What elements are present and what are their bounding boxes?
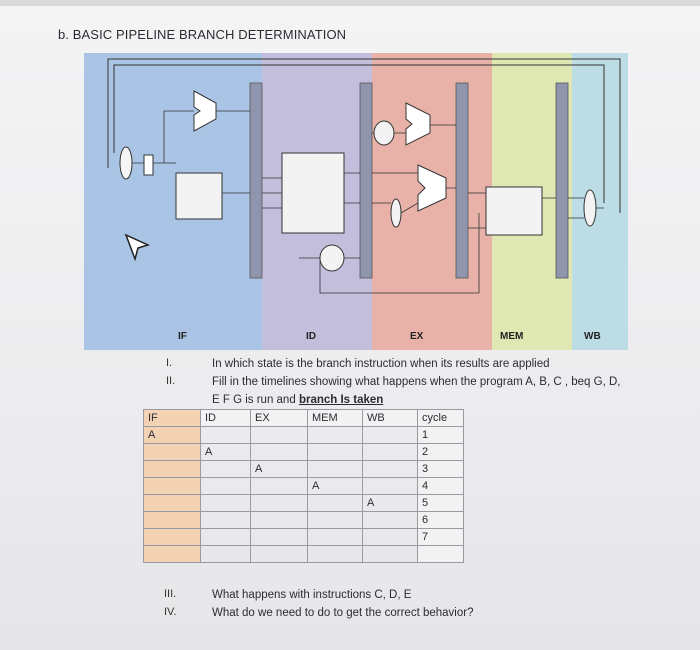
table-cell: 6	[418, 512, 464, 529]
stage-label-ex: EX	[410, 331, 424, 342]
branch-taken-emphasis: branch Is taken	[298, 394, 384, 406]
table-cell[interactable]	[144, 546, 201, 563]
table-row	[144, 546, 464, 563]
question-text-1: In which state is the branch instruction when its results are applied	[212, 358, 550, 370]
sign-extend-unit	[320, 245, 344, 271]
header-id: ID	[201, 410, 251, 427]
question-number-3: III.	[164, 588, 177, 600]
stage-label-if: IF	[178, 331, 187, 342]
header-wb: WB	[363, 410, 418, 427]
table-row	[144, 427, 464, 444]
table-cell[interactable]	[201, 512, 251, 529]
pc-mux	[120, 147, 132, 179]
id-ex-register	[360, 83, 372, 278]
pipeline-timeline-table	[143, 409, 464, 563]
table-cell[interactable]	[201, 478, 251, 495]
table-cell: 7	[418, 529, 464, 546]
branch-adder	[406, 103, 430, 145]
data-memory	[486, 187, 542, 235]
table-cell[interactable]	[201, 461, 251, 478]
question-2-line-2: E F G is run and	[212, 394, 299, 406]
table-cell[interactable]	[363, 444, 418, 461]
table-cell[interactable]: A	[201, 444, 251, 461]
alu	[418, 165, 446, 211]
instruction-memory	[176, 173, 222, 219]
table-cell[interactable]	[363, 427, 418, 444]
table-cell[interactable]	[251, 427, 308, 444]
table-cell[interactable]	[201, 427, 251, 444]
table-header-row	[144, 410, 464, 427]
question-number-2: II.	[166, 375, 176, 387]
table-cell[interactable]	[251, 478, 308, 495]
table-cell	[418, 546, 464, 563]
table-cell[interactable]	[308, 461, 363, 478]
table-cell[interactable]	[308, 444, 363, 461]
table-cell[interactable]	[308, 495, 363, 512]
page-edge	[0, 0, 700, 6]
question-text-2	[212, 373, 682, 409]
table-cell[interactable]: A	[144, 427, 201, 444]
table-cell[interactable]	[144, 512, 201, 529]
question-number-4: IV.	[164, 606, 177, 618]
table-cell[interactable]	[363, 546, 418, 563]
stage-label-id: ID	[306, 331, 316, 342]
table-cell[interactable]: A	[251, 461, 308, 478]
table-cell: 3	[418, 461, 464, 478]
stage-label-mem: MEM	[500, 331, 524, 342]
ex-mem-register	[456, 83, 468, 278]
table-cell: 4	[418, 478, 464, 495]
table-row	[144, 512, 464, 529]
table-cell[interactable]	[308, 512, 363, 529]
table-cell[interactable]	[251, 529, 308, 546]
table-cell[interactable]	[144, 478, 201, 495]
table-cell: 5	[418, 495, 464, 512]
table-cell[interactable]	[251, 512, 308, 529]
table-cell[interactable]	[201, 546, 251, 563]
table-row	[144, 461, 464, 478]
table-cell[interactable]	[308, 529, 363, 546]
question-2-line-1: Fill in the timelines showing what happens when the program A, B, C , beq G, D,	[212, 376, 621, 388]
pc-register	[144, 155, 153, 175]
table-cell[interactable]	[363, 529, 418, 546]
table-cell[interactable]	[144, 444, 201, 461]
header-ex: EX	[251, 410, 308, 427]
question-number-1: I.	[166, 357, 173, 369]
section-heading: b. BASIC PIPELINE BRANCH DETERMINATION	[58, 27, 347, 42]
question-text-3: What happens with instructions C, D, E	[212, 589, 412, 601]
table-cell[interactable]	[251, 444, 308, 461]
stage-label-wb: WB	[584, 331, 601, 342]
table-cell[interactable]	[251, 546, 308, 563]
if-id-register	[250, 83, 262, 278]
register-file	[282, 153, 344, 233]
header-if: IF	[144, 410, 201, 427]
table-cell[interactable]	[144, 529, 201, 546]
table-cell[interactable]	[144, 461, 201, 478]
table-cell[interactable]	[201, 529, 251, 546]
table-cell[interactable]	[363, 461, 418, 478]
table-cell: 2	[418, 444, 464, 461]
pipeline-diagram	[84, 53, 628, 350]
table-row	[144, 529, 464, 546]
mem-wb-register	[556, 83, 568, 278]
writeback-mux	[584, 190, 596, 226]
table-cell[interactable]	[251, 495, 308, 512]
table-cell[interactable]: A	[308, 478, 363, 495]
table-row	[144, 478, 464, 495]
alu-input-mux	[391, 199, 401, 227]
table-cell[interactable]	[363, 512, 418, 529]
question-text-4: What do we need to do to get the correct behavior?	[212, 607, 474, 619]
table-row	[144, 495, 464, 512]
table-cell[interactable]	[308, 546, 363, 563]
header-cycle: cycle	[418, 410, 464, 427]
shift-left-unit	[374, 121, 394, 145]
table-cell[interactable]	[308, 427, 363, 444]
table-cell[interactable]	[144, 495, 201, 512]
table-cell[interactable]: A	[363, 495, 418, 512]
table-cell[interactable]	[363, 478, 418, 495]
datapath-svg	[84, 53, 628, 350]
table-cell: 1	[418, 427, 464, 444]
header-mem: MEM	[308, 410, 363, 427]
pc-adder	[194, 91, 216, 131]
table-row	[144, 444, 464, 461]
mouse-cursor-icon	[124, 233, 150, 261]
table-cell[interactable]	[201, 495, 251, 512]
